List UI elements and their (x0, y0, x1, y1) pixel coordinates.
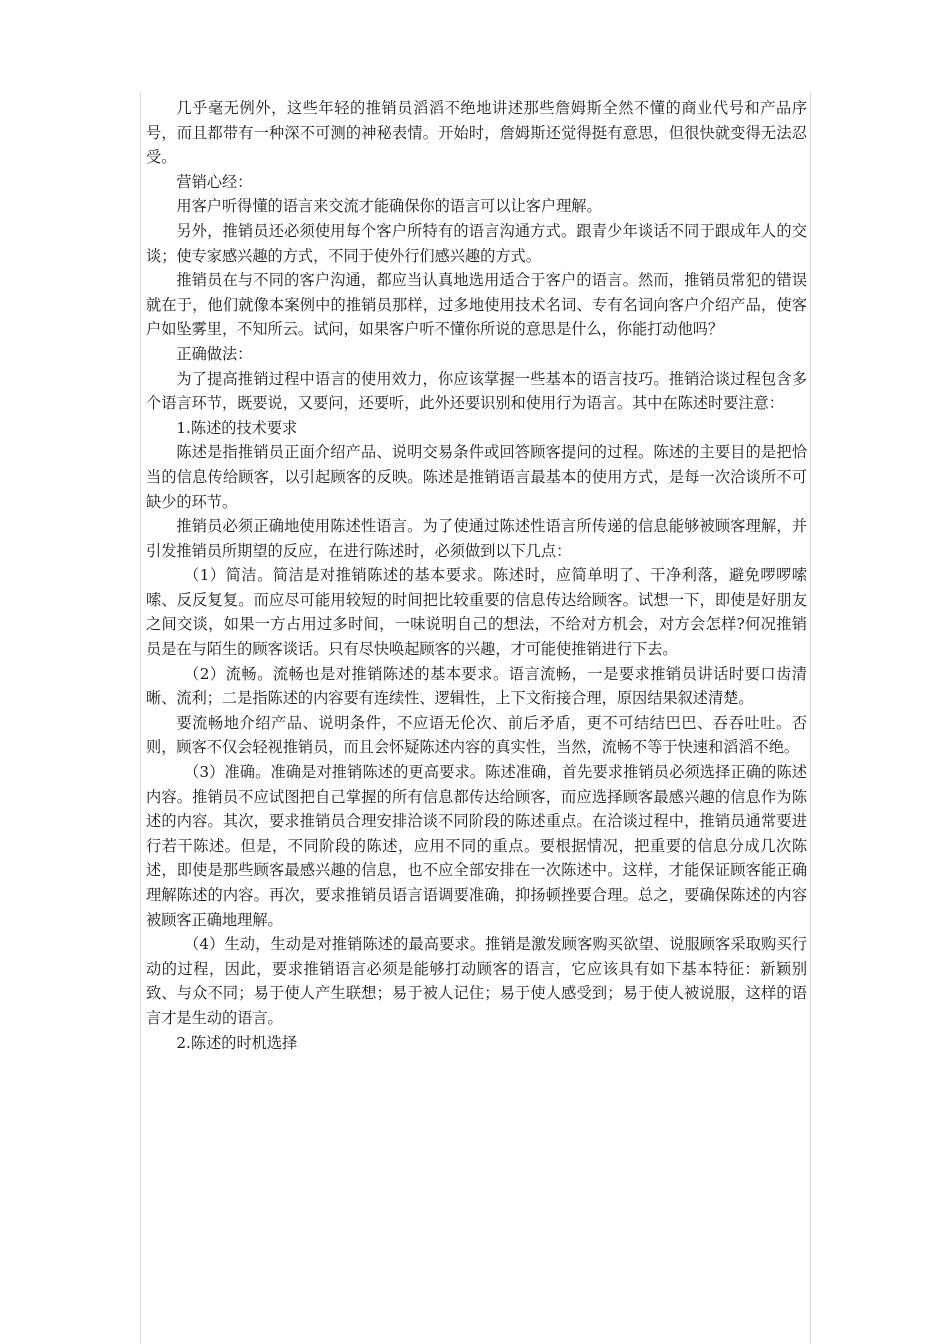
paragraph-intro: 几乎毫无例外，这些年轻的推销员滔滔不绝地讲述那些詹姆斯全然不懂的商业代号和产品序号，而且都带有一种深不可测的神秘表情。开始时，詹姆斯还觉得挺有意思，但很快就变得无法忍受。 (146, 99, 807, 167)
paragraph-statement-usage: 推销员必须正确地使用陈述性语言。为了使通过陈述性语言所传递的信息能够被顾客理解，并引发推销员所期望的反应，在进行陈述时，必须做到以下几点： (146, 517, 807, 560)
paragraph-item-concise: （1）简洁。简洁是对推销陈述的基本要求。陈述时，应简单明了、干净利落，避免啰啰嗦嗦、反反复复。而应尽可能用较短的时间把比较重要的信息传达给顾客。试想一下，即使是好朋友之间交谈，如果一方占用过多时间，一味说明自己的想法，不给对方机会，对方会怎样?何况推销员是在与陌生的顾客谈话。只有尽快唤起顾客的兴趣，才可能使推销进行下去。 (146, 566, 807, 659)
paragraph-language-skills: 为了提高推销过程中语言的使用效力，你应该掌握一些基本的语言技巧。推销洽谈过程包含多个语言环节，既要说，又要问，还要听，此外还要识别和使用行为语言。其中在陈述时要注意： (146, 369, 807, 413)
paragraph-statement-definition: 陈述是指推销员正面介绍产品、说明交易条件或回答顾客提问的过程。陈述的主要目的是把恰当的信息传给顾客，以引起顾客的反映。陈述是推销语言最基本的使用方式，是每一次洽谈所不可缺少的环节。 (146, 443, 807, 511)
document-page (140, 92, 811, 1344)
paragraph-item-accurate: （3）准确。准确是对推销陈述的更高要求。陈述准确，首先要求推销员必须选择正确的陈述内容。推销员不应试图把自己掌握的所有信息都传达给顾客，而应选择顾客最感兴趣的信息作为陈述的内容。其次，要求推销员合理安排洽谈不同阶段的陈述重点。在洽谈过程中，推销员通常要进行若干陈述。但是，不同阶段的陈述，应用不同的重点。要根据情况，把重要的信息分成几次陈述，即使是那些顾客最感兴趣的信息，也不应全部安排在一次陈述中。这样，才能保证顾客能正确理解陈述的内容。再次，要求推销员语言语调要准确，抑扬顿挫要合理。总之，要确保陈述的内容被顾客正确地理解。 (146, 763, 807, 929)
paragraph-item-vivid: （4）生动，生动是对推销陈述的最高要求。推销是激发顾客购买欲望、说服顾客采取购买行动的过程，因此，要求推销语言必须是能够打动顾客的语言，它应该具有如下基本特征：新颖别致、与众不同；易于使人产生联想；易于被人记住；易于使人感受到；易于使人被说服，这样的语言才是生动的语言。 (146, 935, 807, 1027)
heading-section-1: 1.陈述的技术要求 (176, 418, 298, 437)
heading-marketing-tip: 营销心经： (176, 172, 253, 191)
heading-correct-approach: 正确做法： (176, 344, 253, 363)
heading-section-2: 2.陈述的时机选择 (176, 1033, 298, 1052)
paragraph-item-fluent: （2）流畅。流畅也是对推销陈述的基本要求。语言流畅，一是要求推销员讲话时要口齿清晰、流利；二是指陈述的内容要有连续性、逻辑性，上下文衔接合理，原因结果叙述清楚。 (146, 664, 807, 708)
paragraph-common-mistake: 推销员在与不同的客户沟通，都应当认真地选用适合于客户的语言。然而，推销员常犯的错误就在于，他们就像本案例中的推销员那样，过多地使用技术名词、专有名词向客户介绍产品，使客户如坠雾里，不知所云。试问，如果客户听不懂你所说的意思是什么，你能打动他吗？ (146, 271, 807, 339)
paragraph-fluent-detail: 要流畅地介绍产品、说明条件，不应语无伦次、前后矛盾，更不可结结巴巴、吞吞吐吐。否则，顾客不仅会轻视推销员，而且会怀疑陈述内容的真实性，当然，流畅不等于快速和滔滔不绝。 (146, 713, 807, 757)
paragraph-language-style: 另外，推销员还必须使用每个客户所特有的语言沟通方式。跟青少年谈话不同于跟成年人的交谈；使专家感兴趣的方式，不同于使外行们感兴趣的方式。 (146, 221, 807, 265)
paragraph-tip: 用客户听得懂的语言来交流才能确保你的语言可以让客户理解。 (176, 197, 602, 216)
